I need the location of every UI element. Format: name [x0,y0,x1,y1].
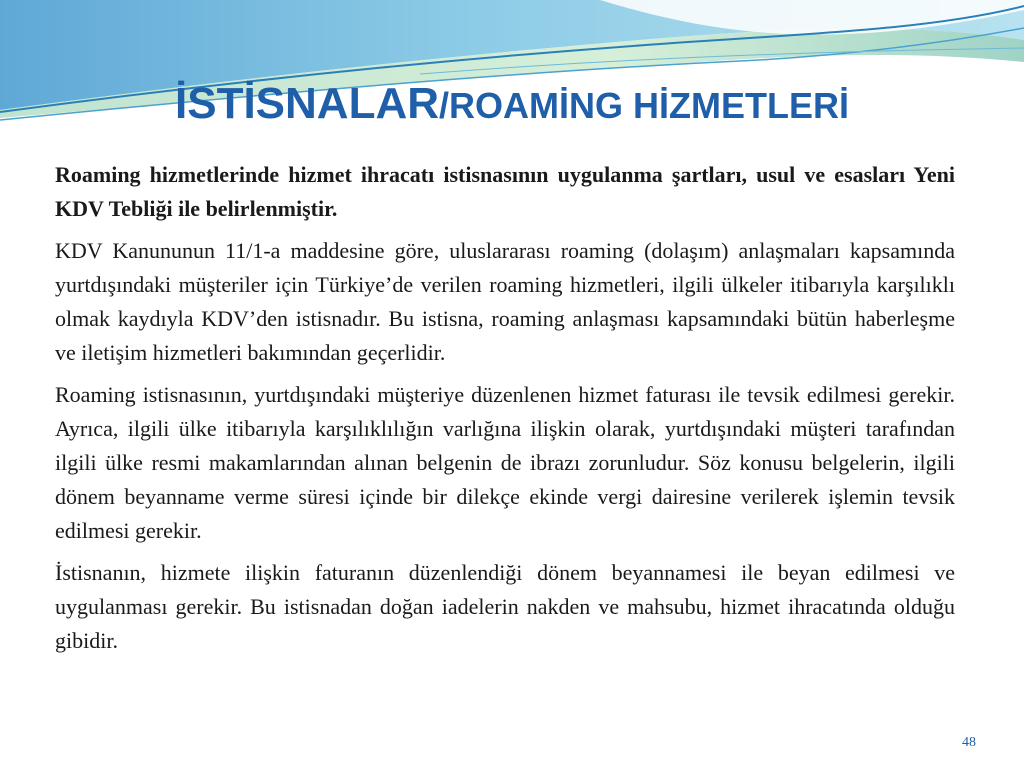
paragraph-declaration: İstisnanın, hizmete ilişkin faturanın düzenlendiği dönem beyannamesi ile beyan edilmesi ve uygulanması gerekir. Bu istisnadan doğan iadelerin nakden ve mahsubu, hizmet ihracatında olduğu gibidir. [55,560,955,653]
page-number: 48 [962,735,976,750]
slide-body [55,158,955,666]
paragraph-documentation: Roaming istisnasının, yurtdışındaki müşteriye düzenlenen hizmet faturası ile tevsik edilmesi gerekir. Ayrıca, ilgili ülke itibarıyla karşılıklılığın varlığına ilişkin olarak, yurtdışındaki müşteri tarafından ilgili ülke resmi makamlarından alınan belgenin de ibrazı zorunludur. Söz konusu belgelerin, ilgili dönem beyanname verme süresi içinde bir dilekçe ekinde vergi dairesine verilerek işlemin tevsik edilmesi gerekir. [55,382,955,543]
paragraph-kdv-law: KDV Kanununun 11/1-a maddesine göre, uluslararası roaming (dolaşım) anlaşmaları kapsamında yurtdışındaki müşteriler için Türkiye’de verilen roaming hizmetleri, ilgili ülkeler itibarıyla karşılıklı olmak kaydıyla KDV’den istisnadır. Bu istisna, roaming anlaşması kapsamındaki bütün haberleşme ve iletişim hizmetleri bakımından geçerlidir. [55,238,955,365]
paragraph-intro: Roaming hizmetlerinde hizmet ihracatı istisnasının uygulanma şartları, usul ve esasları Yeni KDV Tebliği ile belirlenmiştir. [55,162,955,221]
title-main: İSTİSNALAR [175,79,439,128]
slide-title [0,79,1024,128]
title-sub: /ROAMİNG HİZMETLERİ [439,85,849,126]
